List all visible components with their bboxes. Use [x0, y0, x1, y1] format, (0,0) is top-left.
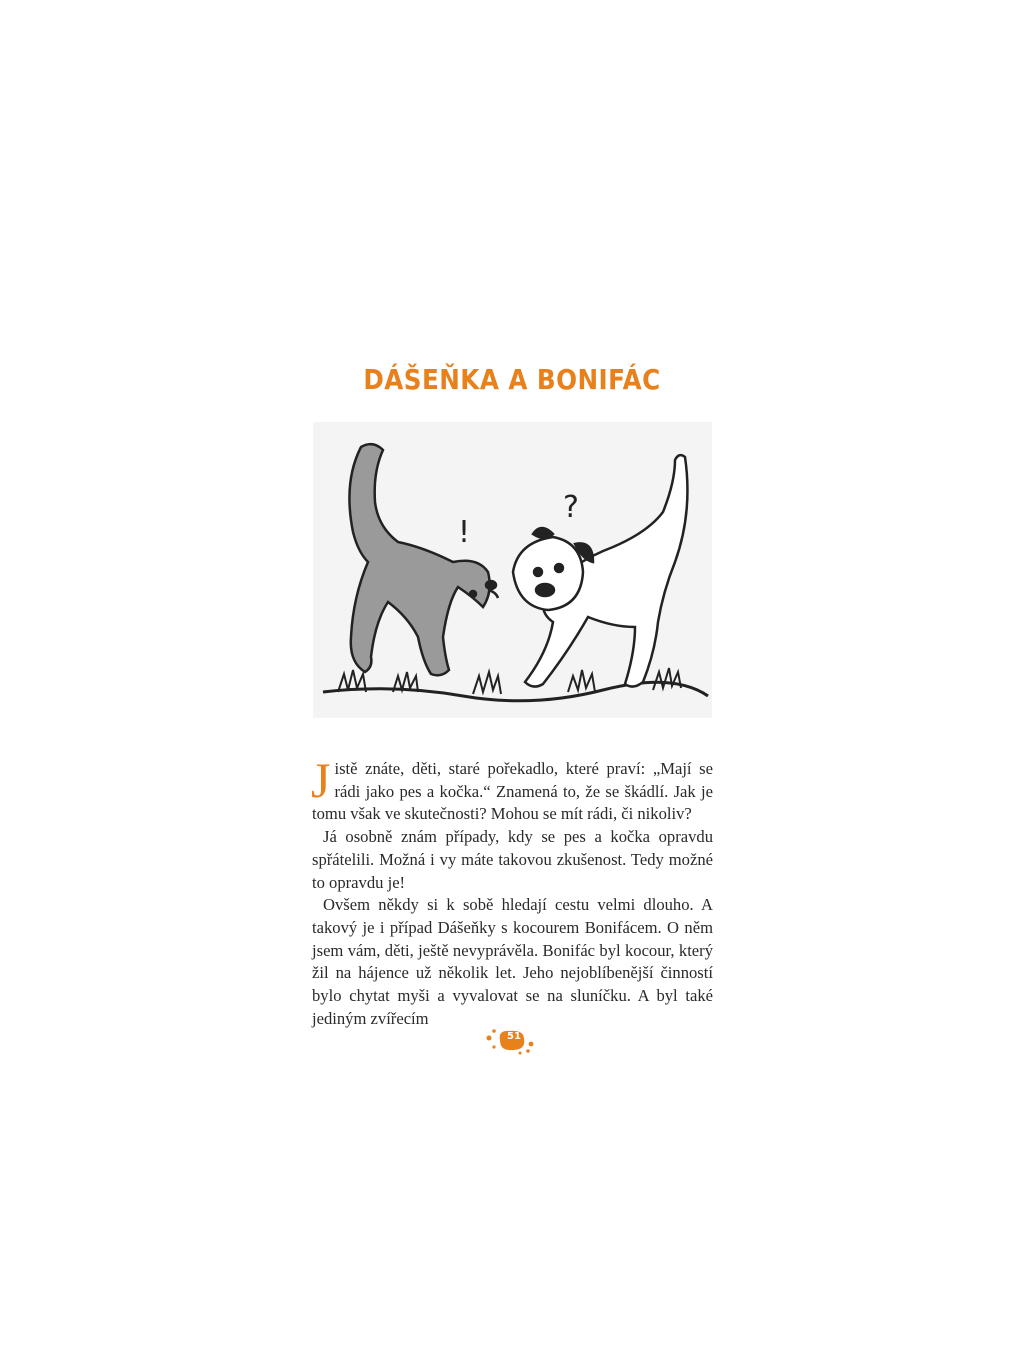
paragraph-2: Já osobně znám případy, kdy se pes a kočka opravdu spřátelili. Možná i vy máte takovou zkušenost. Tedy možné to opravdu je!	[312, 827, 713, 892]
dropcap: J	[311, 752, 331, 808]
cat	[349, 444, 498, 675]
illustration	[313, 422, 712, 718]
page-number	[480, 1022, 540, 1058]
paragraph-1-text: istě znáte, děti, staré pořekadlo, které praví: „Mají se rádi jako pes a kočka.“ Znamená to, že se škádlí. Jak je tomu však ve skutečnosti? Mohou se mít rádi, či nikoliv?	[312, 759, 713, 824]
question-mark: ?	[563, 490, 579, 525]
exclamation-mark: !	[458, 515, 471, 550]
ground-line	[323, 682, 708, 701]
dog	[513, 455, 687, 686]
paragraph-1	[311, 752, 713, 826]
page-number-text: 51	[507, 1031, 521, 1042]
page-title: DÁŠEŇKA A BONIFÁC	[363, 363, 661, 396]
cat-and-dog-drawing	[313, 422, 712, 718]
body-text	[311, 752, 713, 1030]
paragraph-3: Ovšem někdy si k sobě hledají cestu velmi dlouho. A takový je i případ Dášeňky s kocourem Bonifácem. O něm jsem vám, děti, ještě nevyprávěla. Bonifác byl kocour, který žil na hájence už několik let. Jeho nejoblíbenější činností bylo chytat myši a vyvalovat se na sluníčku. A byl také jediným zvířecím	[312, 895, 713, 1028]
